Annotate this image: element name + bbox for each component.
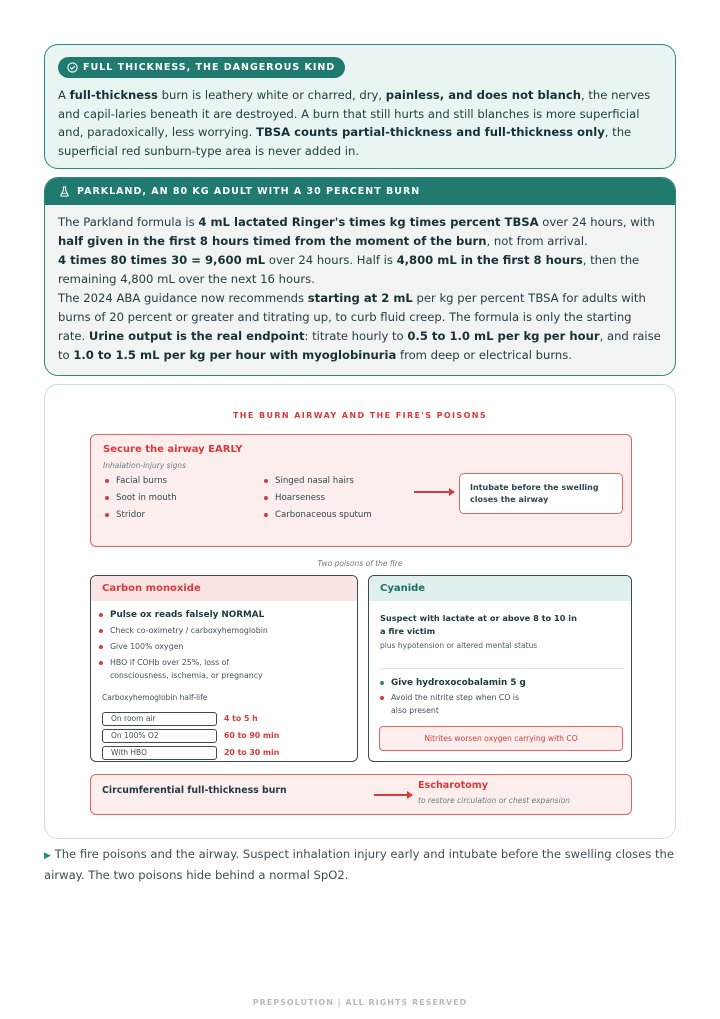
check-circle-icon xyxy=(67,62,78,73)
secure-airway-box xyxy=(90,434,632,547)
airway-poisons-diagram xyxy=(44,384,676,839)
cyanide-avoid: Avoid the nitrite step when CO is also present xyxy=(380,692,530,717)
co-item: Give 100% oxygen xyxy=(99,641,183,654)
parkland-guidance-text: The 2024 ABA guidance now recommends starting at 2 mL per kg per percent TBSA for adults with burns of 20 percent or greater and titrating up, to curb fluid creep. The formula is only the starting rate. Urine output is the real endpoint: titrate hourly to 0.5 to 1.0 mL per kg per hour, and raise to 1.0 to 1.5 mL per kg per hour with myoglobinuria from deep or electrical burns. xyxy=(58,291,661,362)
cyanide-suspect: Suspect with lactate at or above 8 to 10 in a fire victim xyxy=(380,613,577,636)
cyanide-box xyxy=(368,575,632,762)
parkland-card xyxy=(44,177,676,376)
escharotomy-box xyxy=(90,774,632,815)
cyanide-plus: plus hypotension or altered mental status xyxy=(380,641,538,650)
co-item: HBO if COHb over 25%, loss of consciousness, ischemia, or pregnancy xyxy=(99,657,269,682)
halflife-title: Carboxyhemoglobin half-life xyxy=(102,693,208,702)
intubate-action-box: Intubate before the swelling closes the airway xyxy=(459,473,623,514)
escharotomy-title: Escharotomy xyxy=(418,780,489,791)
page-footer: PREPSOLUTION | ALL RIGHTS RESERVED xyxy=(252,998,468,1007)
divider xyxy=(380,668,624,669)
sign-item: Hoarseness xyxy=(264,493,325,503)
arrow-right-icon xyxy=(374,794,412,796)
carbon-monoxide-title: Carbon monoxide xyxy=(91,576,357,601)
sign-item: Facial burns xyxy=(105,476,167,486)
full-thickness-text: A full-thickness burn is leathery white or charred, dry, painless, and does not blanch, the nerves and capil-laries beneath it are destroyed. A burn that still hurts and still blanches is more superficial and, paradoxically, less worrying. TBSA counts partial-thickness and full-thickness only, the superficial red sunburn-type area is never added in. xyxy=(58,88,651,158)
halflife-label: With HBO xyxy=(102,746,217,760)
parkland-header xyxy=(45,178,675,205)
full-thickness-title: FULL THICKNESS, THE DANGEROUS KIND xyxy=(83,62,336,73)
halflife-value: 20 to 30 min xyxy=(224,748,280,757)
two-poisons-label: Two poisons of the fire xyxy=(317,559,403,568)
inhalation-signs-subtitle: Inhalation-injury signs xyxy=(103,461,187,470)
sign-item: Carbonaceous sputum xyxy=(264,510,372,520)
halflife-value: 4 to 5 h xyxy=(224,714,258,723)
halflife-label: On room air xyxy=(102,712,217,726)
circumferential-burn-label: Circumferential full-thickness burn xyxy=(102,785,287,796)
diagram-title: THE BURN AIRWAY AND THE FIRE'S POISONS xyxy=(232,411,488,420)
sign-item: Singed nasal hairs xyxy=(264,476,354,486)
halflife-value: 60 to 90 min xyxy=(224,731,280,740)
sign-item: Stridor xyxy=(105,510,145,520)
cyanide-give: Give hydroxocobalamin 5 g xyxy=(380,677,526,690)
co-item: Pulse ox reads falsely NORMAL xyxy=(99,609,264,622)
cyanide-title: Cyanide xyxy=(369,576,631,601)
figure-caption: ▶ The fire poisons and the airway. Suspect inhalation injury early and intubate before the swelling closes the airway. The two poisons hide behind a normal SpO2. xyxy=(44,847,674,882)
nitrite-warning: Nitrites worsen oxygen carrying with CO xyxy=(379,726,623,751)
parkland-calc-text: 4 times 80 times 30 = 9,600 mL over 24 hours. Half is 4,800 mL in the first 8 hours, then the remaining 4,800 mL over the next 16 hours. xyxy=(58,253,640,286)
carbon-monoxide-box xyxy=(90,575,358,762)
flask-icon xyxy=(59,186,70,197)
halflife-label: On 100% O2 xyxy=(102,729,217,743)
parkland-title: PARKLAND, AN 80 KG ADULT WITH A 30 PERCENT BURN xyxy=(77,186,421,197)
caret-right-icon: ▶ xyxy=(44,851,51,861)
arrow-right-icon xyxy=(414,491,454,493)
co-item: Check co-oximetry / carboxyhemoglobin xyxy=(99,625,268,638)
full-thickness-card xyxy=(44,44,676,169)
sign-item: Soot in mouth xyxy=(105,493,177,503)
parkland-formula-text: The Parkland formula is 4 mL lactated Ringer's times kg times percent TBSA over 24 hours, with half given in the first 8 hours timed from the moment of the burn, not from arrival. xyxy=(58,215,655,248)
full-thickness-badge xyxy=(58,57,345,78)
escharotomy-detail: to restore circulation or chest expansion xyxy=(418,796,571,805)
secure-airway-title: Secure the airway EARLY xyxy=(103,444,243,455)
